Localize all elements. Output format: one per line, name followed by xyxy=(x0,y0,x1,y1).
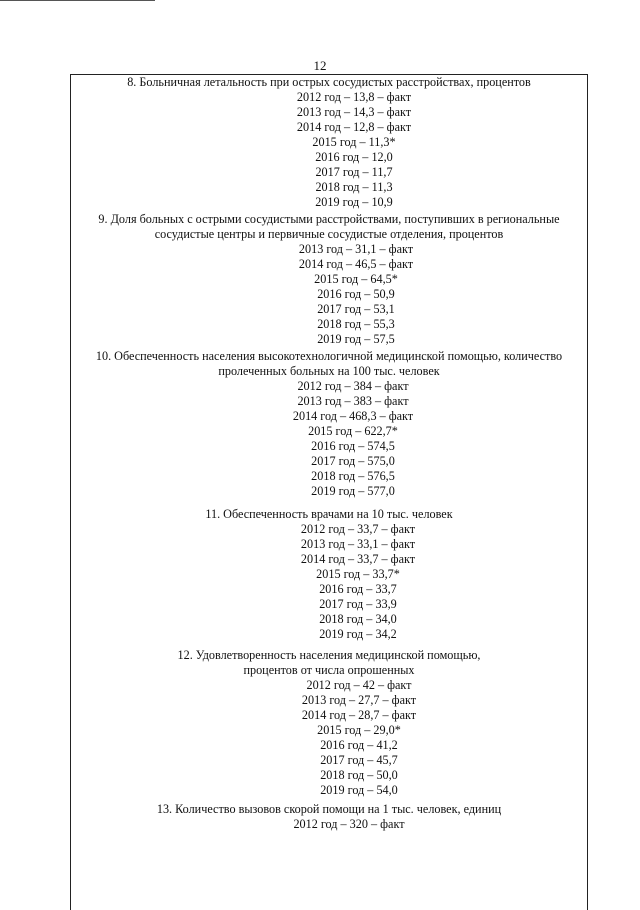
year-line: 2014 год – 28,7 – факт xyxy=(301,708,417,722)
year-line: 2019 год – 54,0 xyxy=(320,783,398,797)
section-heading xyxy=(71,75,587,90)
year-line: 2012 год – 33,7 – факт xyxy=(300,522,416,536)
heading-line: процентов от числа опрошенных xyxy=(243,663,415,677)
heading-line: пролеченных больных на 100 тыс. человек xyxy=(218,364,440,378)
heading-line: 8. Больничная летальность при острых сосудистых расстройствах, процентов xyxy=(127,75,531,89)
year-line: 2013 год – 27,7 – факт xyxy=(301,693,417,707)
heading-line: 11. Обеспеченность врачами на 10 тыс. человек xyxy=(205,507,453,521)
year-line: 2014 год – 12,8 – факт xyxy=(296,120,412,134)
year-line: 2013 год – 383 – факт xyxy=(297,394,409,408)
year-list xyxy=(111,817,587,832)
section-10 xyxy=(71,349,587,499)
section-heading xyxy=(71,507,587,522)
year-list xyxy=(119,379,587,499)
heading-line: 10. Обеспеченность населения высокотехнологичной медицинской помощью, количество xyxy=(95,349,563,363)
year-list xyxy=(125,242,587,347)
year-line: 2018 год – 34,0 xyxy=(319,612,397,626)
year-line: 2014 год – 46,5 – факт xyxy=(298,257,414,271)
heading-line: сосудистые центры и первичные сосудистые отделения, процентов xyxy=(154,227,504,241)
section-heading xyxy=(71,349,587,379)
page-number: 12 xyxy=(313,58,327,73)
year-line: 2018 год – 50,0 xyxy=(320,768,398,782)
year-line: 2015 год – 33,7* xyxy=(316,567,400,581)
year-line: 2012 год – 320 – факт xyxy=(293,817,405,831)
year-line: 2019 год – 577,0 xyxy=(311,484,395,498)
year-line: 2013 год – 31,1 – факт xyxy=(298,242,414,256)
year-line: 2014 год – 468,3 – факт xyxy=(292,409,414,423)
section-12 xyxy=(71,648,587,798)
year-line: 2016 год – 33,7 xyxy=(319,582,397,596)
scan-edge-line xyxy=(0,0,155,1)
year-line: 2016 год – 574,5 xyxy=(311,439,395,453)
year-line: 2016 год – 41,2 xyxy=(320,738,398,752)
year-line: 2017 год – 11,7 xyxy=(315,165,393,179)
heading-line: 13. Количество вызовов скорой помощи на 1 тыс. человек, единиц xyxy=(156,802,502,816)
year-line: 2017 год – 45,7 xyxy=(320,753,398,767)
year-list xyxy=(131,678,587,798)
year-list xyxy=(121,90,587,210)
section-13 xyxy=(71,802,587,832)
year-line: 2018 год – 11,3 xyxy=(315,180,393,194)
year-line: 2019 год – 34,2 xyxy=(319,627,397,641)
section-heading xyxy=(71,802,587,817)
year-line: 2014 год – 33,7 – факт xyxy=(300,552,416,566)
year-line: 2016 год – 50,9 xyxy=(317,287,395,301)
section-8 xyxy=(71,75,587,210)
year-line: 2012 год – 384 – факт xyxy=(297,379,409,393)
year-line: 2019 год – 10,9 xyxy=(315,195,393,209)
section-9 xyxy=(71,212,587,347)
year-line: 2012 год – 13,8 – факт xyxy=(296,90,412,104)
year-line: 2012 год – 42 – факт xyxy=(306,678,412,692)
section-heading xyxy=(71,648,587,678)
heading-line: 12. Удовлетворенность населения медицинской помощью, xyxy=(177,648,481,662)
year-line: 2018 год – 55,3 xyxy=(317,317,395,331)
year-line: 2013 год – 14,3 – факт xyxy=(296,105,412,119)
year-line: 2015 год – 29,0* xyxy=(317,723,401,737)
year-line: 2019 год – 57,5 xyxy=(317,332,395,346)
year-list xyxy=(129,522,587,642)
year-line: 2017 год – 53,1 xyxy=(317,302,395,316)
year-line: 2015 год – 64,5* xyxy=(314,272,398,286)
section-heading xyxy=(71,212,587,242)
year-line: 2016 год – 12,0 xyxy=(315,150,393,164)
year-line: 2013 год – 33,1 – факт xyxy=(300,537,416,551)
year-line: 2015 год – 11,3* xyxy=(312,135,396,149)
year-line: 2017 год – 575,0 xyxy=(311,454,395,468)
document-frame xyxy=(70,74,588,910)
year-line: 2018 год – 576,5 xyxy=(311,469,395,483)
year-line: 2015 год – 622,7* xyxy=(308,424,398,438)
section-11 xyxy=(71,507,587,642)
year-line: 2017 год – 33,9 xyxy=(319,597,397,611)
heading-line: 9. Доля больных с острыми сосудистыми расстройствами, поступивших в региональные xyxy=(98,212,560,226)
